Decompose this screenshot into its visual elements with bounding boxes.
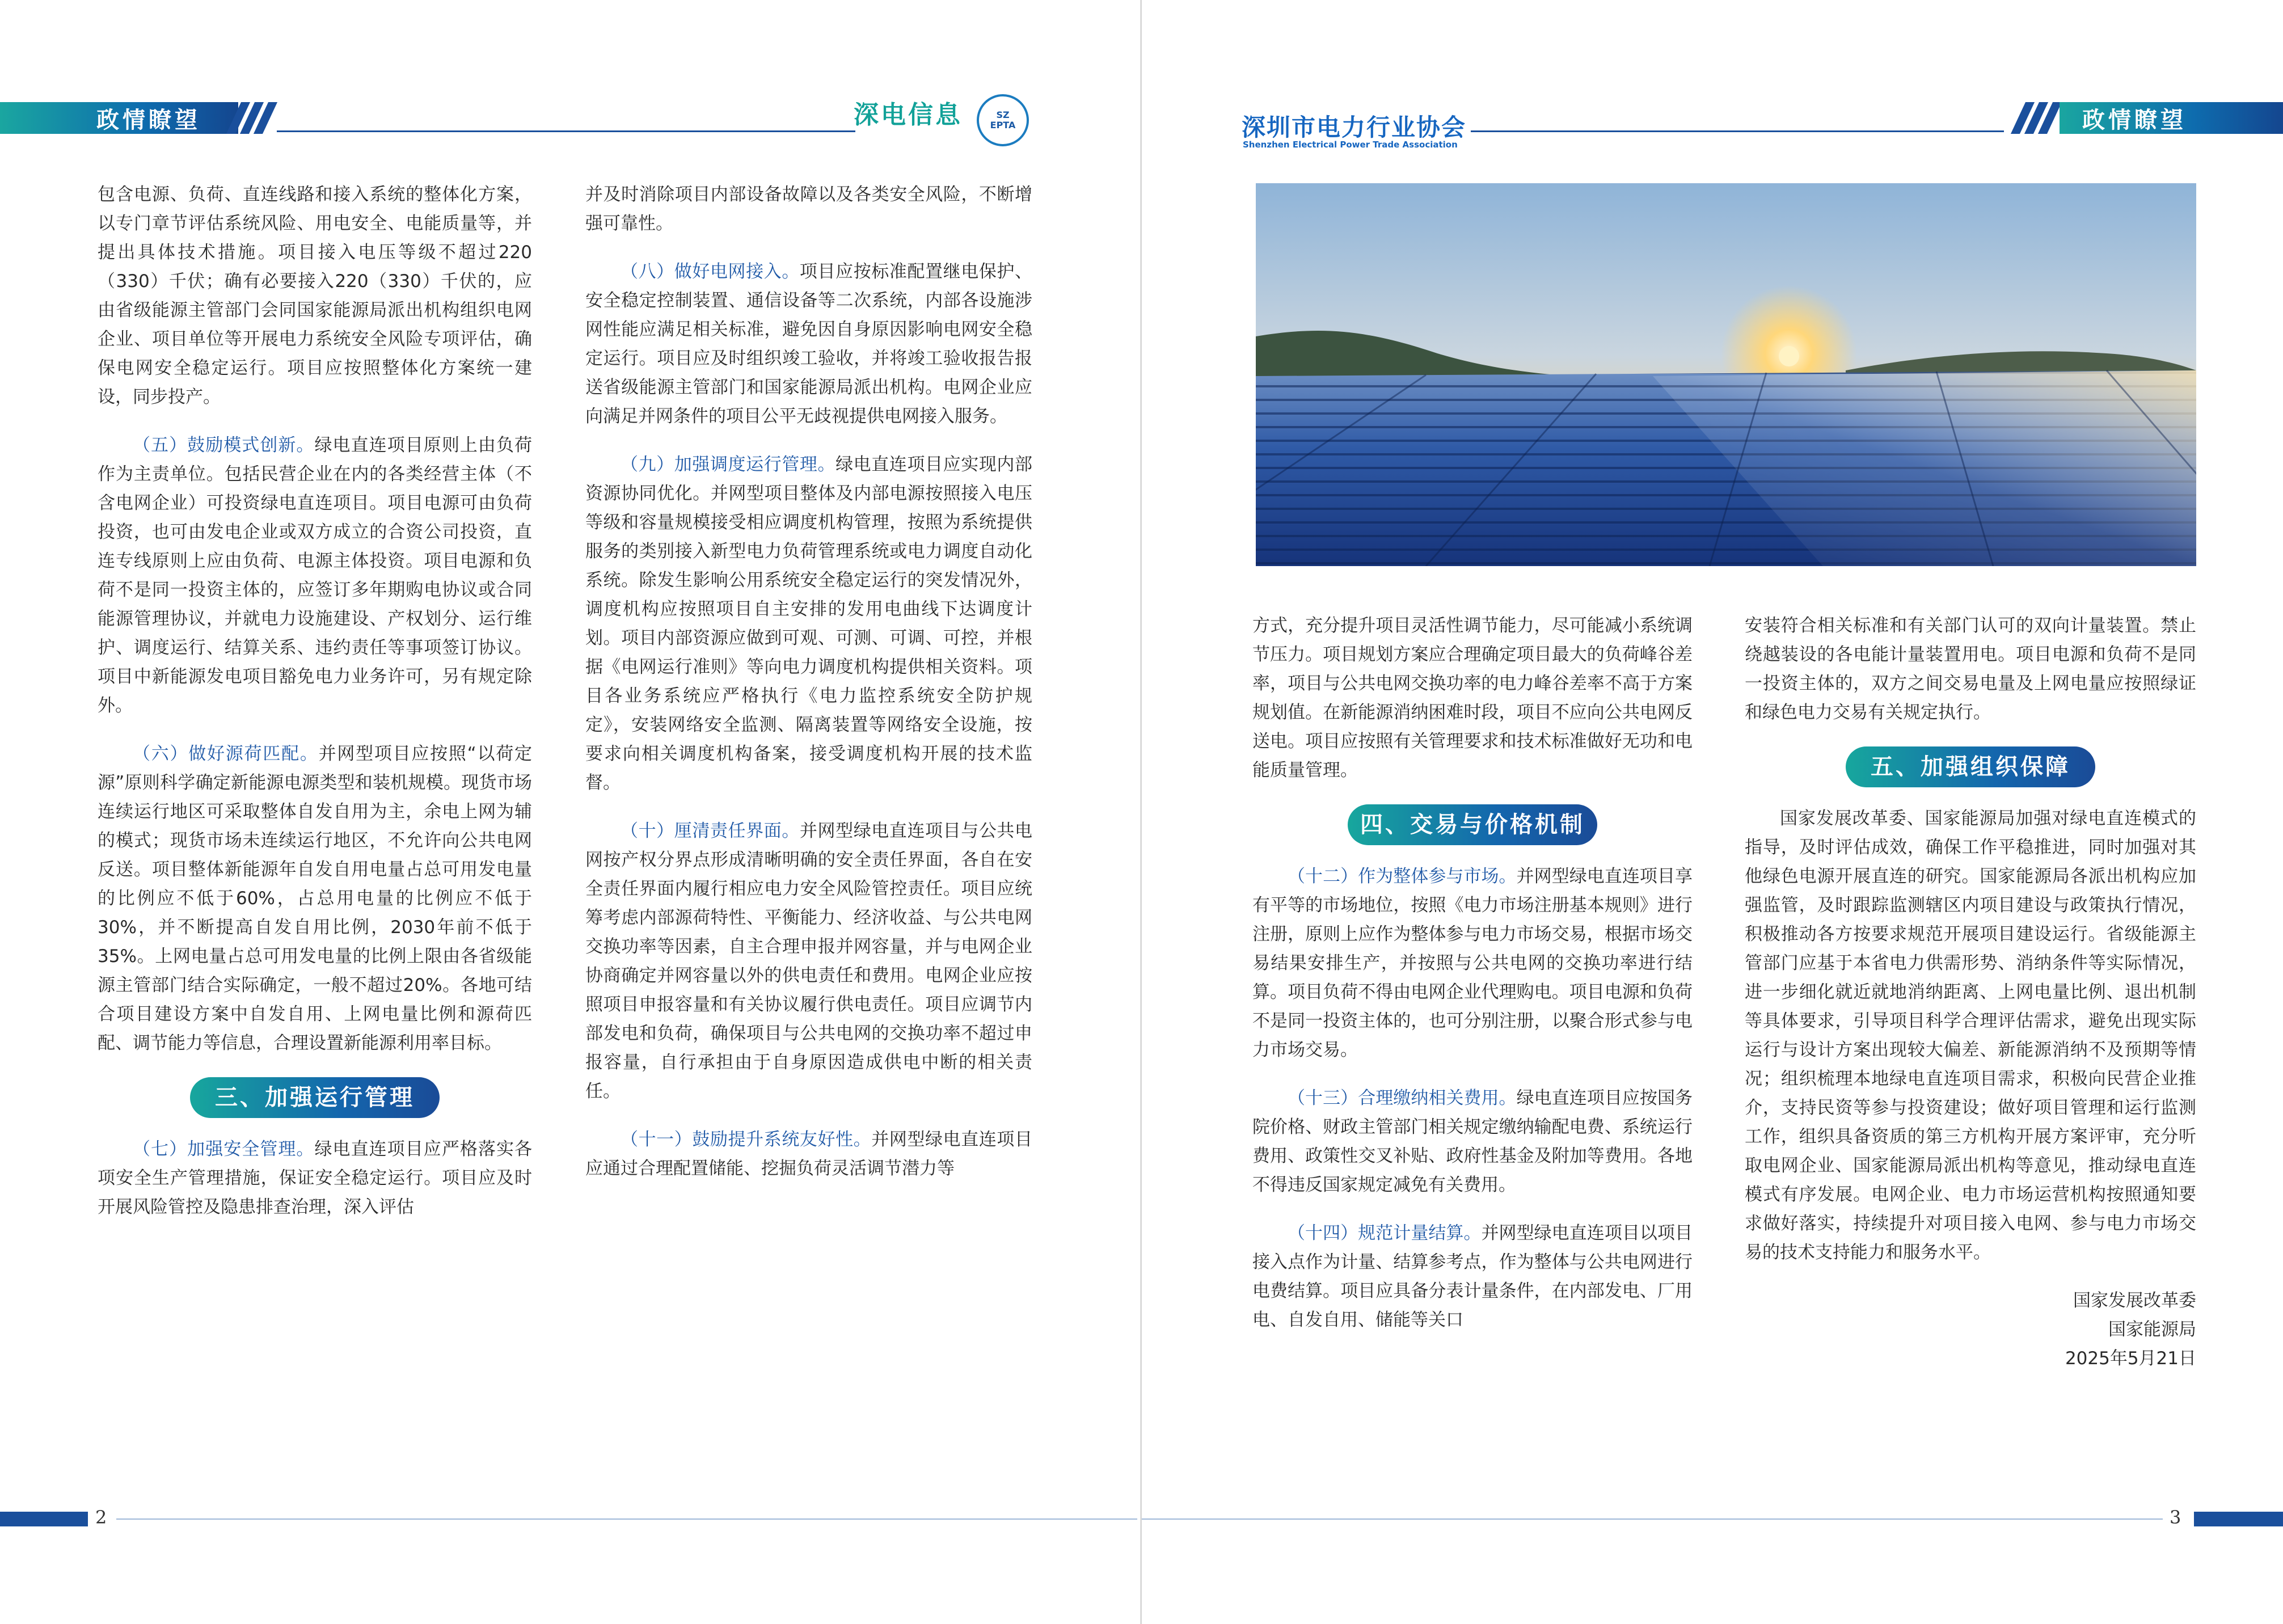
- signature-issuer: 国家能源局: [2108, 1319, 2196, 1340]
- text-column-1: [98, 180, 532, 1241]
- paragraph: [1252, 1219, 1693, 1335]
- paragraph: [98, 1135, 532, 1222]
- text-column-3: [1252, 611, 1693, 1354]
- association-name-cn: 深圳市电力行业协会: [1242, 113, 1467, 141]
- paragraph: 并及时消除项目内部设备故障以及各类安全风险，不断增强可靠性。: [585, 184, 1032, 234]
- paragraph: [585, 1125, 1032, 1183]
- section-heading: 三、加强运行管理: [190, 1077, 440, 1118]
- clause-body: 绿电直连项目应实现内部资源协同优化。并网型项目整体及内部电源按照接入电压等级和容量规模接受相应调度机构管理，按照为系统提供服务的类别接入新型电力负荷管理系统或电力调度自动化系统。除发生影响公用系统安全稳定运行的突发情况外，调度机构应按照项目自主安排的发用电曲线下达调度计划。项目内部资源应做到可观、可测、可调、可控，并根据《电网运行准则》等向电力调度机构提供相关资料。项目各业务系统应严格执行《电力监控系统安全防护规定》，安装网络安全监测、隔离装置等网络安全设施，按要求向相关调度机构备案，接受调度机构开展的技术监督。: [585, 454, 1033, 793]
- clause-heading: （十四）规范计量结算。: [1288, 1223, 1482, 1243]
- paragraph: 包含电源、负荷、直连线路和接入系统的整体化方案，以专门章节评估系统风险、用电安全、电能质量等，并提出具体技术措施。项目接入电压等级不超过220（330）千伏；确有必要接入220（330）千伏的，应由省级能源主管部门会同国家能源局派出机构组织电网企业、项目单位等开展电力系统安全风险专项评估，确保电网安全稳定运行。项目应按照整体化方案统一建设，同步投产。: [98, 184, 532, 407]
- paragraph: [585, 817, 1032, 1106]
- clause-body: 并网型绿电直连项目享有平等的市场地位，按照《电力市场注册基本规则》进行注册，原则上应作为整体参与电力市场交易，根据市场交易结果安排生产，并按照与公共电网的交换功率进行结算。项目负荷不得由电网企业代理购电。项目电源和负荷不是同一投资主体的，也可分别注册，以聚合形式参与电力市场交易。: [1252, 866, 1693, 1060]
- signature-block: [1745, 1286, 2196, 1373]
- header-rule: [277, 130, 855, 132]
- brand-title: 深电信息: [854, 100, 963, 129]
- clause-heading: （五）鼓励模式创新。: [133, 435, 315, 455]
- footer-rule: [116, 1518, 1137, 1520]
- clause-body: 绿电直连项目应按国务院价格、财政主管部门相关规定缴纳输配电费、系统运行费用、政策性交叉补贴、政府性基金及附加等费用。各地不得违反国家规定减免有关费用。: [1252, 1088, 1693, 1195]
- text-column-4: [1745, 611, 2196, 1373]
- clause-heading: （十）厘清责任界面。: [621, 821, 800, 841]
- paragraph: 安装符合相关标准和有关部门认可的双向计量装置。禁止绕越装设的各电能计量装置用电。项目电源和负荷不是同一投资主体的，双方之间交易电量及上网电量应按照绿证和绿色电力交易有关规定执行。: [1745, 615, 2196, 723]
- header-tab-right: [2060, 102, 2283, 134]
- clause-body: 绿电直连项目原则上由负荷作为主责单位。包括民营企业在内的各类经营主体（不含电网企业）可投资绿电直连项目。项目电源可由负荷投资，也可由发电企业或双方成立的合资公司投资，直连专线原则上应由负荷、电源主体投资。项目电源和负荷不是同一投资主体的，应签订多年期购电协议或合同能源管理协议，并就电力设施建设、产权划分、运行维护、调度运行、结算关系、违约责任等事项签订协议。项目中新能源发电项目豁免电力业务许可，另有规定除外。: [98, 435, 533, 716]
- clause-heading: （十二）作为整体参与市场。: [1288, 866, 1517, 887]
- page-number: 3: [2170, 1507, 2181, 1528]
- section-heading: 五、加强组织保障: [1846, 746, 2095, 787]
- clause-body: 项目应按标准配置继电保护、安全稳定控制装置、通信设备等二次系统，内部各设施涉网性能应满足相关标准，避免因自身原因影响电网安全稳定运行。项目应及时组织竣工验收，并将竣工验收报告报送省级能源主管部门和国家能源局派出机构。电网企业应向满足并网条件的项目公平无歧视提供电网接入服务。: [585, 261, 1033, 427]
- association-name-en: Shenzhen Electrical Power Trade Association: [1243, 140, 1458, 150]
- clause-heading: （六）做好源荷匹配。: [133, 744, 319, 764]
- header-tab-label: 政情瞭望: [96, 107, 201, 133]
- association-logo: SZ EPTA: [977, 94, 1029, 146]
- signature-issuer: 国家发展改革委: [2073, 1290, 2196, 1311]
- paragraph: [98, 431, 532, 720]
- clause-body: 并网型项目应按照“以荷定源”原则科学确定新能源电源类型和装机规模。现货市场连续运行地区可采取整体自发自用为主，余电上网为辅的模式；现货市场未连续运行地区，不允许向公共电网反送。项目整体新能源年自发自用电量占总可用发电量的比例应不低于60%，占总用电量的比例应不低于30%，并不断提高自发自用比例，2030年前不低于35%。上网电量占总可用发电量的比例上限由各省级能源主管部门结合实际确定，一般不超过20%。各地可结合项目建设方案中自发自用、上网电量比例和源荷匹配、调节能力等信息，合理设置新能源利用率目标。: [98, 744, 533, 1053]
- footer-bar: [0, 1512, 88, 1526]
- paragraph: [98, 740, 532, 1058]
- page-number: 2: [95, 1507, 107, 1528]
- paragraph: 方式，充分提升项目灵活性调节能力，尽可能减小系统调节压力。项目规划方案应合理确定项目最大的负荷峰谷差率，项目与公共电网交换功率的电力峰谷差率不高于方案规划值。在新能源消纳困难时段，项目不应向公共电网反送电。项目应按照有关管理要求和技术标准做好无功和电能质量管理。: [1252, 615, 1693, 781]
- section-heading: 四、交易与价格机制: [1348, 804, 1597, 845]
- clause-body: 并网型绿电直连项目与公共电网按产权分界点形成清晰明确的安全责任界面，各自在安全责任界面内履行相应电力安全风险管控责任。项目应统筹考虑内部源荷特性、平衡能力、经济收益、与公共电网交换功率等因素，自主合理申报并网容量，并与电网企业协商确定并网容量以外的供电责任和费用。电网企业应按照项目申报容量和有关协议履行供电责任。项目应调节内部发电和负荷，确保项目与公共电网的交换功率不超过申报容量，自行承担由于自身原因造成供电中断的相关责任。: [585, 821, 1033, 1102]
- paragraph: [1252, 1084, 1693, 1200]
- clause-heading: （九）加强调度运行管理。: [621, 454, 836, 475]
- clause-heading: （十一）鼓励提升系统友好性。: [621, 1129, 872, 1150]
- clause-body: 并网型绿电直连项目以项目接入点作为计量、结算参考点，作为整体与公共电网进行电费结算。项目应具备分表计量条件，在内部发电、厂用电、自发自用、储能等关口: [1252, 1223, 1693, 1330]
- header-rule: [1471, 130, 2004, 132]
- signature-date: 2025年5月21日: [2065, 1348, 2196, 1369]
- footer-rule: [1142, 1518, 2163, 1520]
- clause-body: 绿电直连项目应严格落实各项安全生产管理措施，保证安全稳定运行。项目应及时开展风险管控及隐患排查治理，深入评估: [98, 1139, 533, 1217]
- solar-farm-photo: [1256, 183, 2196, 566]
- clause-heading: （八）做好电网接入。: [621, 261, 800, 282]
- paragraph: [585, 450, 1032, 798]
- left-page: [0, 0, 1141, 1624]
- paragraph: [1252, 862, 1693, 1065]
- text-column-2: [585, 180, 1032, 1203]
- footer-bar: [2194, 1512, 2283, 1526]
- paragraph: [585, 258, 1032, 431]
- clause-heading: （七）加强安全管理。: [133, 1139, 315, 1159]
- clause-body: 并网型绿电直连项目应通过合理配置储能、挖掘负荷灵活调节潜力等: [585, 1129, 1033, 1179]
- header-tab-left: [0, 102, 238, 134]
- clause-heading: （十三）合理缴纳相关费用。: [1288, 1088, 1517, 1108]
- header-tab-label: 政情瞭望: [2082, 107, 2187, 133]
- paragraph: 国家发展改革委、国家能源局加强对绿电直连模式的指导，及时评估成效，确保工作平稳推进，同时加强对其他绿色电源开展直连的研究。国家能源局各派出机构应加强监管，及时跟踪监测辖区内项目建设与政策执行情况，积极推动各方按要求规范开展项目建设运行。省级能源主管部门应基于本省电力供需形势、消纳条件等实际情况，进一步细化就近就地消纳距离、上网电量比例、退出机制等具体要求，引导项目科学合理评估需求，避免出现实际运行与设计方案出现较大偏差、新能源消纳不及预期等情况；组织梳理本地绿电直连项目需求，积极向民营企业推介，支持民资等参与投资建设；做好项目管理和运行监测工作，组织具备资质的第三方机构开展方案评审，充分听取电网企业、国家能源局派出机构等意见，推动绿电直连模式有序发展。电网企业、电力市场运营机构按照通知要求做好落实，持续提升对项目接入电网、参与电力市场交易的技术支持能力和服务水平。: [1745, 808, 2196, 1263]
